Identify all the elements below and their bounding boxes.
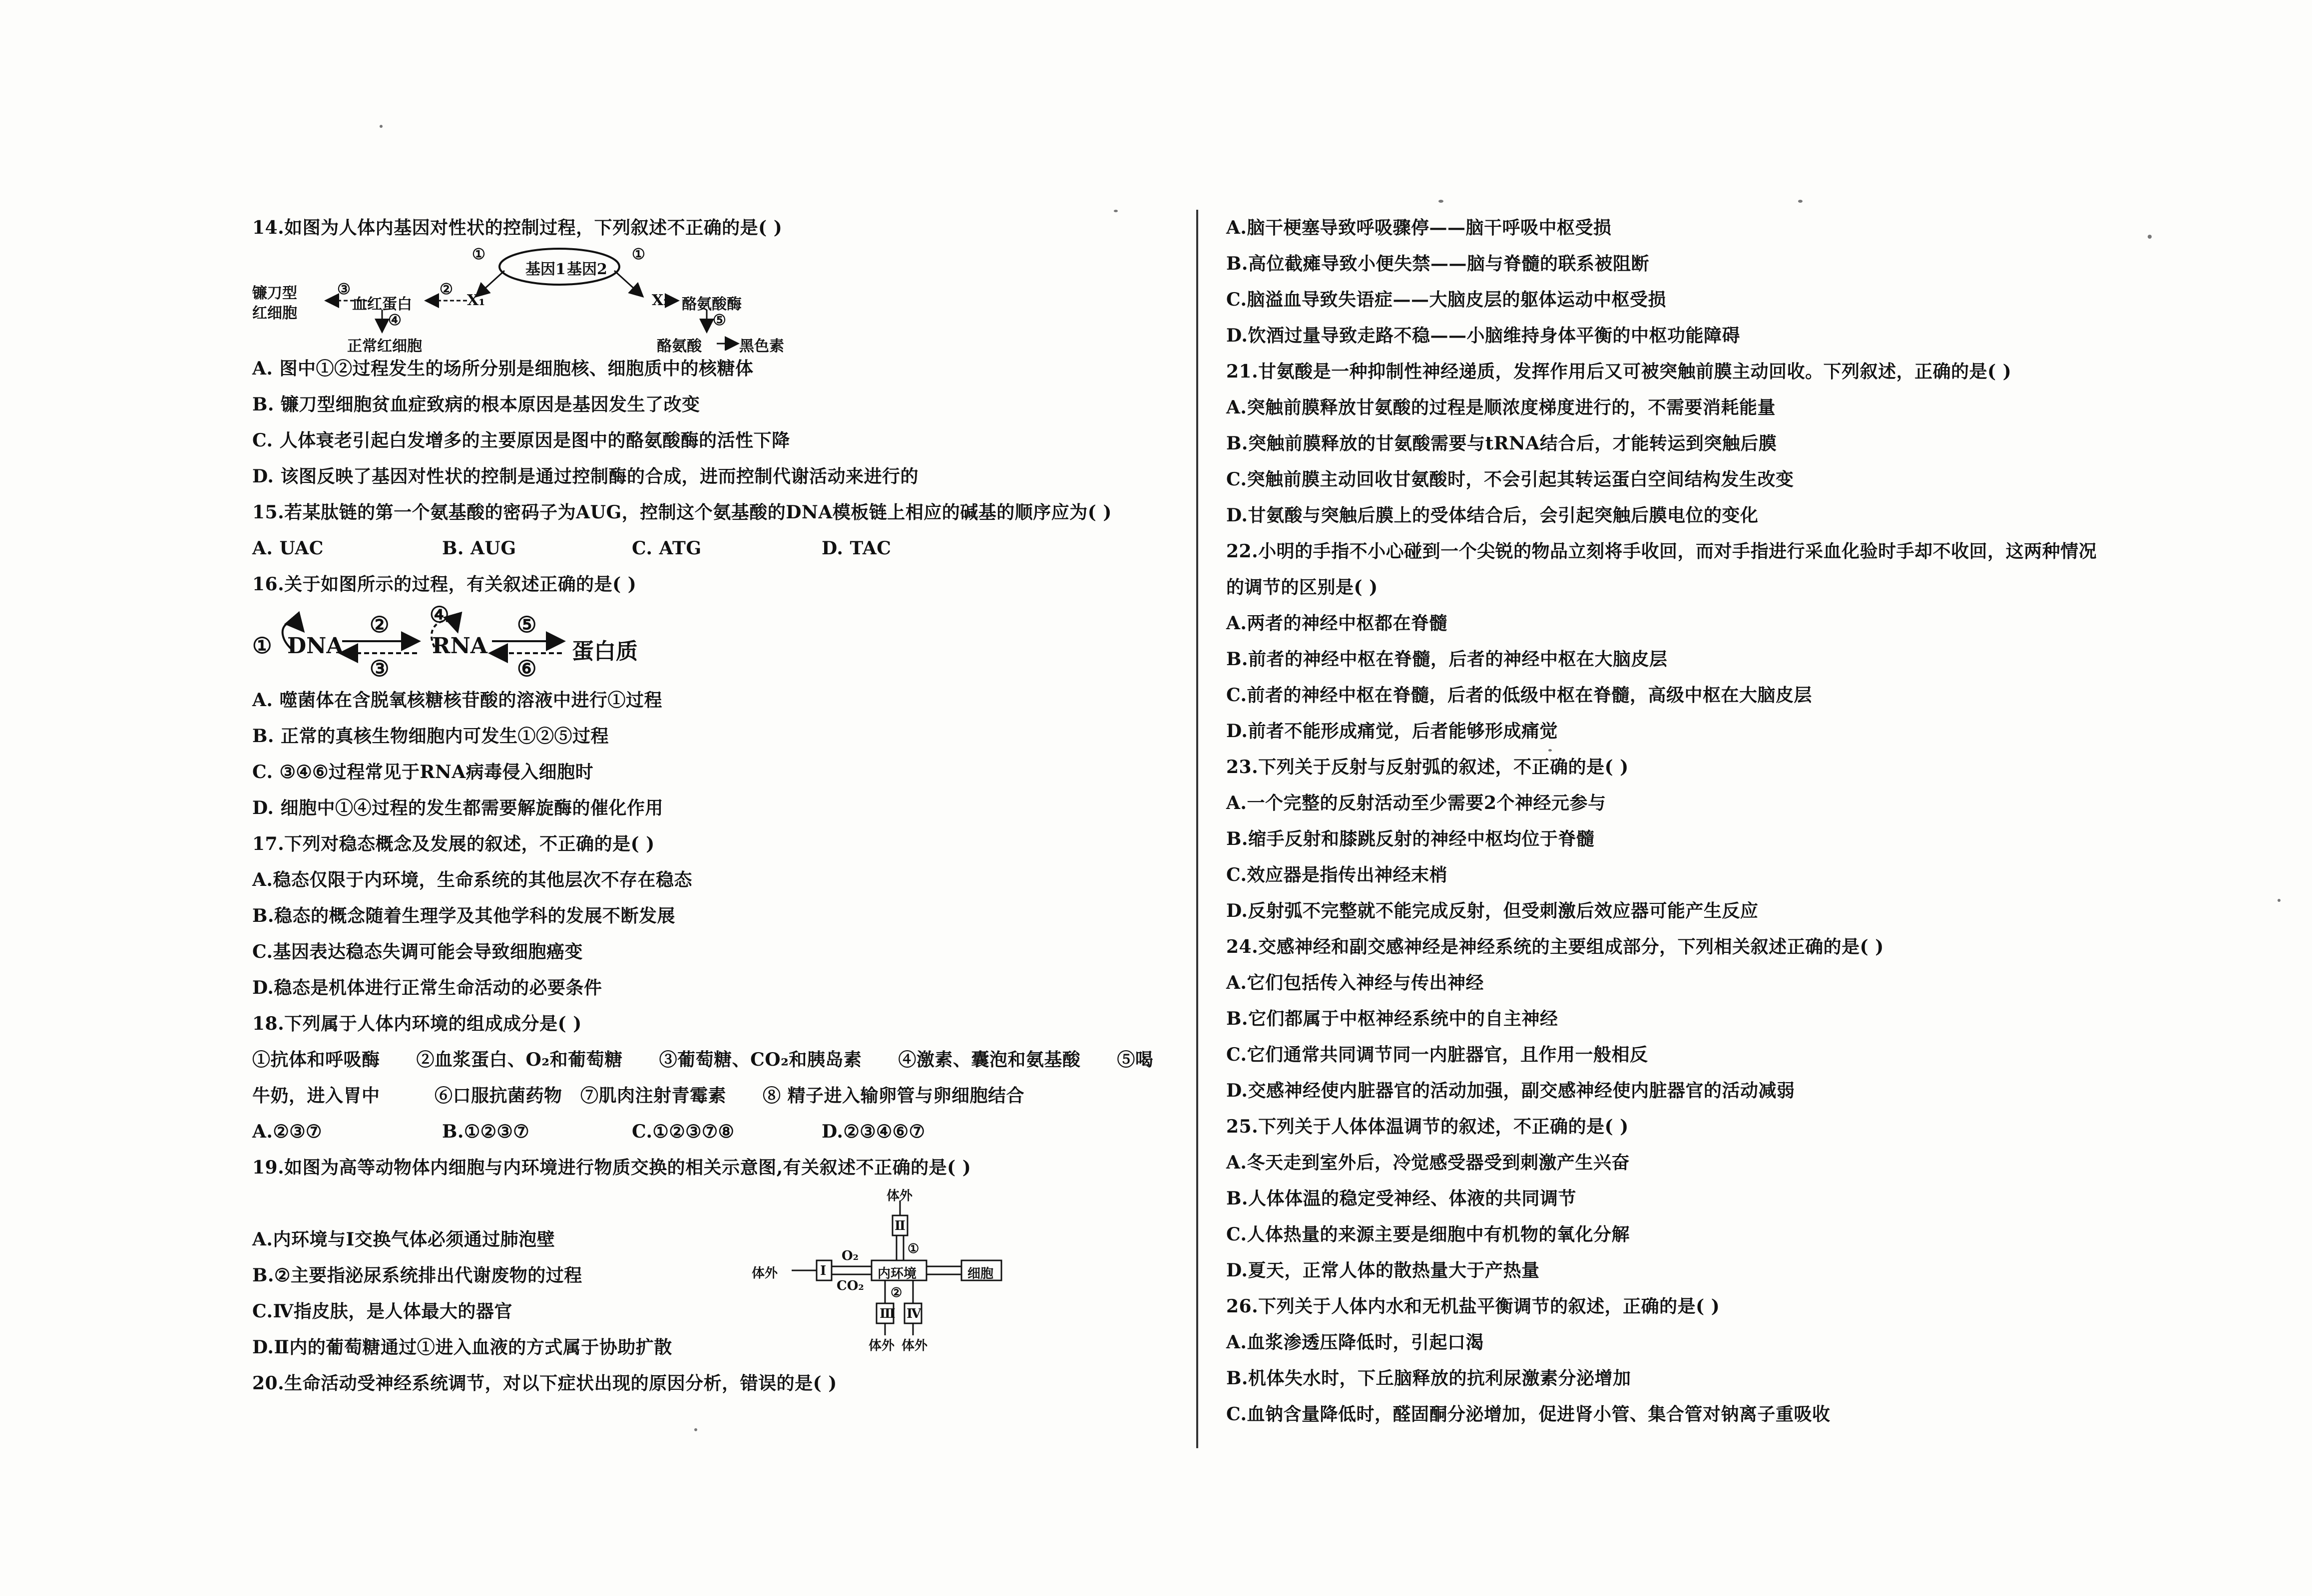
q14-num4: ④ xyxy=(388,312,402,329)
q19-cell: 细胞 xyxy=(967,1266,994,1281)
q21-stem: 21.甘氨酸是一种抑制性神经递质，发挥作用后又可被突触前膜主动回收。下列叙述，正确的是( ) xyxy=(1226,361,2012,382)
q16-option-a: A. 噬菌体在含脱氧核糖核苷酸的溶液中进行①过程 xyxy=(252,690,662,711)
q14-tyrosine: 酪氨酸 xyxy=(657,338,702,355)
q14-num1-right: ① xyxy=(632,246,645,263)
q19-option-a: A.内环境与Ⅰ交换气体必须通过肺泡壁 xyxy=(252,1229,555,1250)
q14-num2: ② xyxy=(440,281,453,298)
scan-speck xyxy=(1798,200,1803,203)
q17-stem: 17.下列对稳态概念及发展的叙述，不正确的是( ) xyxy=(252,833,655,854)
q16-num3: ③ xyxy=(370,656,390,682)
q19-num1: ① xyxy=(908,1241,920,1256)
q16-option-c: C. ③④⑥过程常见于RNA病毒侵入细胞时 xyxy=(252,762,594,783)
q16-protein: 蛋白质 xyxy=(572,639,638,664)
q22-option-c: C.前者的神经中枢在脊髓，后者的低级中枢在脊髓，高级中枢在大脑皮层 xyxy=(1226,685,1813,706)
q22-stem-line2: 的调节的区别是( ) xyxy=(1226,577,1378,598)
q14-normal-rbc: 正常红细胞 xyxy=(347,338,422,355)
q23-option-d: D.反射弧不完整就不能完成反射，但受刺激后效应器可能产生反应 xyxy=(1226,900,1759,921)
q22-stem-line1: 22.小明的手指不小心碰到一个尖锐的物品立刻将手收回，而对手指进行采血化验时手却不收回，这两种情况 xyxy=(1226,541,2097,562)
q14-enzyme: 酪氨酸酶 xyxy=(682,296,742,313)
q14-sickle-1: 镰刀型 xyxy=(252,285,297,302)
q25-option-c: C.人体热量的来源主要是细胞中有机物的氧化分解 xyxy=(1226,1224,1630,1245)
q19-options xyxy=(252,1221,672,1365)
q16-num1: ① xyxy=(252,633,272,659)
q25-option-b: B.人体体温的稳定受神经、体液的共同调节 xyxy=(1226,1188,1576,1209)
q16-dna: DNA xyxy=(287,633,344,659)
q24-option-d: D.交感神经使内脏器官的活动加强，副交感神经使内脏器官的活动减弱 xyxy=(1226,1080,1795,1101)
q14-x1: X₁ xyxy=(467,292,485,309)
q14-sickle-2: 红细胞 xyxy=(252,305,297,322)
q19-stem: 19.如图为高等动物体内细胞与内环境进行物质交换的相关示意图,有关叙述不正确的是( ) xyxy=(252,1157,971,1178)
q14-option-b: B. 镰刀型细胞贫血症致病的根本原因是基因发生了改变 xyxy=(252,394,700,415)
q16-stem: 16.关于如图所示的过程，有关叙述正确的是( ) xyxy=(252,574,637,595)
q16-rna: RNA xyxy=(432,633,487,659)
q23-stem: 23.下列关于反射与反射弧的叙述，不正确的是( ) xyxy=(1226,757,1629,778)
q19-diagram xyxy=(752,1186,1031,1355)
scan-speck xyxy=(1548,749,1552,752)
q18-stem: 18.下列属于人体内环境的组成成分是( ) xyxy=(252,1013,582,1034)
q18-items-line2: 牛奶，进入胃中 ⑥口服抗菌药物 ⑦肌肉注射青霉素 ⑧ 精子进入输卵管与卵细胞结合 xyxy=(252,1085,1025,1106)
q19-option-b: B.②主要指泌尿系统排出代谢废物的过程 xyxy=(252,1265,582,1286)
q19-outside-top: 体外 xyxy=(887,1189,913,1203)
q17-option-c: C.基因表达稳态失调可能会导致细胞癌变 xyxy=(252,941,583,962)
q20-option-a: A.脑干梗塞导致呼吸骤停——脑干呼吸中枢受损 xyxy=(1226,217,1612,238)
scan-speck xyxy=(1438,200,1443,203)
q14-melanin: 黑色素 xyxy=(739,338,784,355)
q26-option-c: C.血钠含量降低时，醛固酮分泌增加，促进肾小管、集合管对钠离子重吸收 xyxy=(1226,1404,1831,1425)
q26-option-b: B.机体失水时，下丘脑释放的抗利尿激素分泌增加 xyxy=(1226,1368,1631,1389)
q15-option-b: B. AUG xyxy=(442,538,516,559)
q19-co2: CO₂ xyxy=(837,1278,864,1293)
q19-option-d: D.Ⅱ内的葡萄糖通过①进入血液的方式属于协助扩散 xyxy=(252,1337,672,1358)
q14-option-c: C. 人体衰老引起白发增多的主要原因是图中的酪氨酸酶的活性下降 xyxy=(252,430,790,451)
q16-option-d: D. 细胞中①④过程的发生都需要解旋酶的催化作用 xyxy=(252,798,664,818)
q19-block xyxy=(252,1186,1181,1365)
q20-option-b: B.高位截瘫导致小便失禁——脑与脊髓的联系被阻断 xyxy=(1226,253,1649,274)
q22-option-a: A.两者的神经中枢都在脊髓 xyxy=(1226,613,1447,634)
q14-num3: ③ xyxy=(337,281,351,298)
q25-option-a: A.冬天走到室外后，冷觉感受器受到刺激产生兴奋 xyxy=(1226,1152,1630,1173)
q19-num2: ② xyxy=(891,1285,903,1300)
scan-speck xyxy=(2148,235,2152,239)
scan-speck xyxy=(380,125,383,128)
q25-option-d: D.夏天，正常人体的散热量大于产热量 xyxy=(1226,1260,1540,1281)
q14-stem: 14.如图为人体内基因对性状的控制过程，下列叙述不正确的是( ) xyxy=(252,217,783,238)
q14-option-d: D. 该图反映了基因对性状的控制是通过控制酶的合成，进而控制代谢活动来进行的 xyxy=(252,466,919,487)
q23-option-c: C.效应器是指传出神经末梢 xyxy=(1226,864,1448,885)
q24-option-b: B.它们都属于中枢神经系统中的自主神经 xyxy=(1226,1008,1558,1029)
q14-num5: ⑤ xyxy=(713,312,726,329)
q16-num5: ⑤ xyxy=(517,612,537,638)
q16-option-b: B. 正常的真核生物细胞内可发生①②⑤过程 xyxy=(252,726,609,747)
q18-options xyxy=(252,1114,1181,1150)
q26-stem: 26.下列关于人体内水和无机盐平衡调节的叙述，正确的是( ) xyxy=(1226,1296,1720,1317)
q17-option-b: B.稳态的概念随着生理学及其他学科的发展不断发展 xyxy=(252,905,675,926)
q26-option-a: A.血浆渗透压降低时，引起口渴 xyxy=(1226,1332,1484,1353)
q21-option-d: D.甘氨酸与突触后膜上的受体结合后，会引起突触后膜电位的变化 xyxy=(1226,505,1759,526)
q14-num1-left: ① xyxy=(472,246,485,263)
q23-option-b: B.缩手反射和膝跳反射的神经中枢均位于脊髓 xyxy=(1226,828,1595,849)
q16-num4: ④ xyxy=(430,602,450,628)
left-column xyxy=(252,210,1181,1401)
q19-outside-left: 体外 xyxy=(752,1266,778,1281)
q18-option-d: D.②③④⑥⑦ xyxy=(822,1121,925,1142)
scan-speck xyxy=(2278,899,2281,902)
q14-x2: X₂ xyxy=(652,292,670,309)
q19-option-c: C.Ⅳ指皮肤，是人体最大的器官 xyxy=(252,1301,512,1322)
q18-option-b: B.①②③⑦ xyxy=(442,1121,530,1142)
q20-stem: 20.生命活动受神经系统调节，对以下症状出现的原因分析，错误的是( ) xyxy=(252,1373,837,1394)
q14-diagram xyxy=(252,246,852,355)
q15-options xyxy=(252,530,1181,566)
q14-hemoglobin: 血红蛋白 xyxy=(352,296,412,313)
q19-outside-bottom-1: 体外 xyxy=(869,1338,895,1353)
q18-items-line1: ①抗体和呼吸酶 ②血浆蛋白、O₂和葡萄糖 ③葡萄糖、CO₂和胰岛素 ④激素、囊泡和氨基酸 ⑤喝 xyxy=(252,1049,1154,1070)
q19-region-1: Ⅰ xyxy=(820,1263,827,1278)
q15-stem: 15.若某肽链的第一个氨基酸的密码子为AUG，控制这个氨基酸的DNA模板链上相应的碱基的顺序应为( ) xyxy=(252,502,1112,523)
right-column xyxy=(1226,210,2175,1432)
q20-option-d: D.饮酒过量导致走路不稳——小脑维持身体平衡的中枢功能障碍 xyxy=(1226,325,1740,346)
q14-option-a: A. 图中①②过程发生的场所分别是细胞核、细胞质中的核糖体 xyxy=(252,358,754,379)
q21-option-a: A.突触前膜释放甘氨酸的过程是顺浓度梯度进行的，不需要消耗能量 xyxy=(1226,397,1776,418)
q19-region-2: Ⅱ xyxy=(895,1218,906,1233)
q24-option-c: C.它们通常共同调节同一内脏器官，且作用一般相反 xyxy=(1226,1044,1648,1065)
scan-speck xyxy=(1114,210,1118,212)
scan-speck xyxy=(694,1428,697,1431)
q20-option-c: C.脑溢血导致失语症——大脑皮层的躯体运动中枢受损 xyxy=(1226,289,1667,310)
q19-outside-bottom-2: 体外 xyxy=(902,1338,928,1353)
q19-region-4: Ⅳ xyxy=(907,1306,922,1321)
q16-num6: ⑥ xyxy=(517,656,537,682)
q16-diagram xyxy=(252,602,702,682)
q17-option-a: A.稳态仅限于内环境，生命系统的其他层次不存在稳态 xyxy=(252,869,692,890)
q21-option-b: B.突触前膜释放的甘氨酸需要与tRNA结合后，才能转运到突触后膜 xyxy=(1226,433,1777,454)
q22-option-d: D.前者不能形成痛觉，后者能够形成痛觉 xyxy=(1226,721,1558,742)
q15-option-d: D. TAC xyxy=(822,538,892,559)
q19-region-3: Ⅲ xyxy=(880,1306,896,1321)
q18-option-c: C.①②③⑦⑧ xyxy=(632,1121,735,1142)
q24-option-a: A.它们包括传入神经与传出神经 xyxy=(1226,972,1484,993)
q15-option-c: C. ATG xyxy=(632,538,702,559)
q17-option-d: D.稳态是机体进行正常生命活动的必要条件 xyxy=(252,977,602,998)
q16-num2: ② xyxy=(370,612,390,638)
q19-inner-env: 内环境 xyxy=(878,1266,917,1281)
q15-option-a: A. UAC xyxy=(252,538,324,559)
q25-stem: 25.下列关于人体体温调节的叙述，不正确的是( ) xyxy=(1226,1116,1629,1137)
q19-o2: O₂ xyxy=(842,1248,859,1263)
q24-stem: 24.交感神经和副交感神经是神经系统的主要组成部分，下列相关叙述正确的是( ) xyxy=(1226,936,1884,957)
q18-option-a: A.②③⑦ xyxy=(252,1121,322,1142)
column-divider xyxy=(1196,210,1198,1448)
q21-option-c: C.突触前膜主动回收甘氨酸时，不会引起其转运蛋白空间结构发生改变 xyxy=(1226,469,1794,490)
q23-option-a: A.一个完整的反射活动至少需要2个神经元参与 xyxy=(1226,793,1606,813)
q22-option-b: B.前者的神经中枢在脊髓，后者的神经中枢在大脑皮层 xyxy=(1226,649,1668,670)
q14-gene1: 基因1 xyxy=(525,261,566,278)
q14-gene2: 基因2 xyxy=(567,261,607,278)
